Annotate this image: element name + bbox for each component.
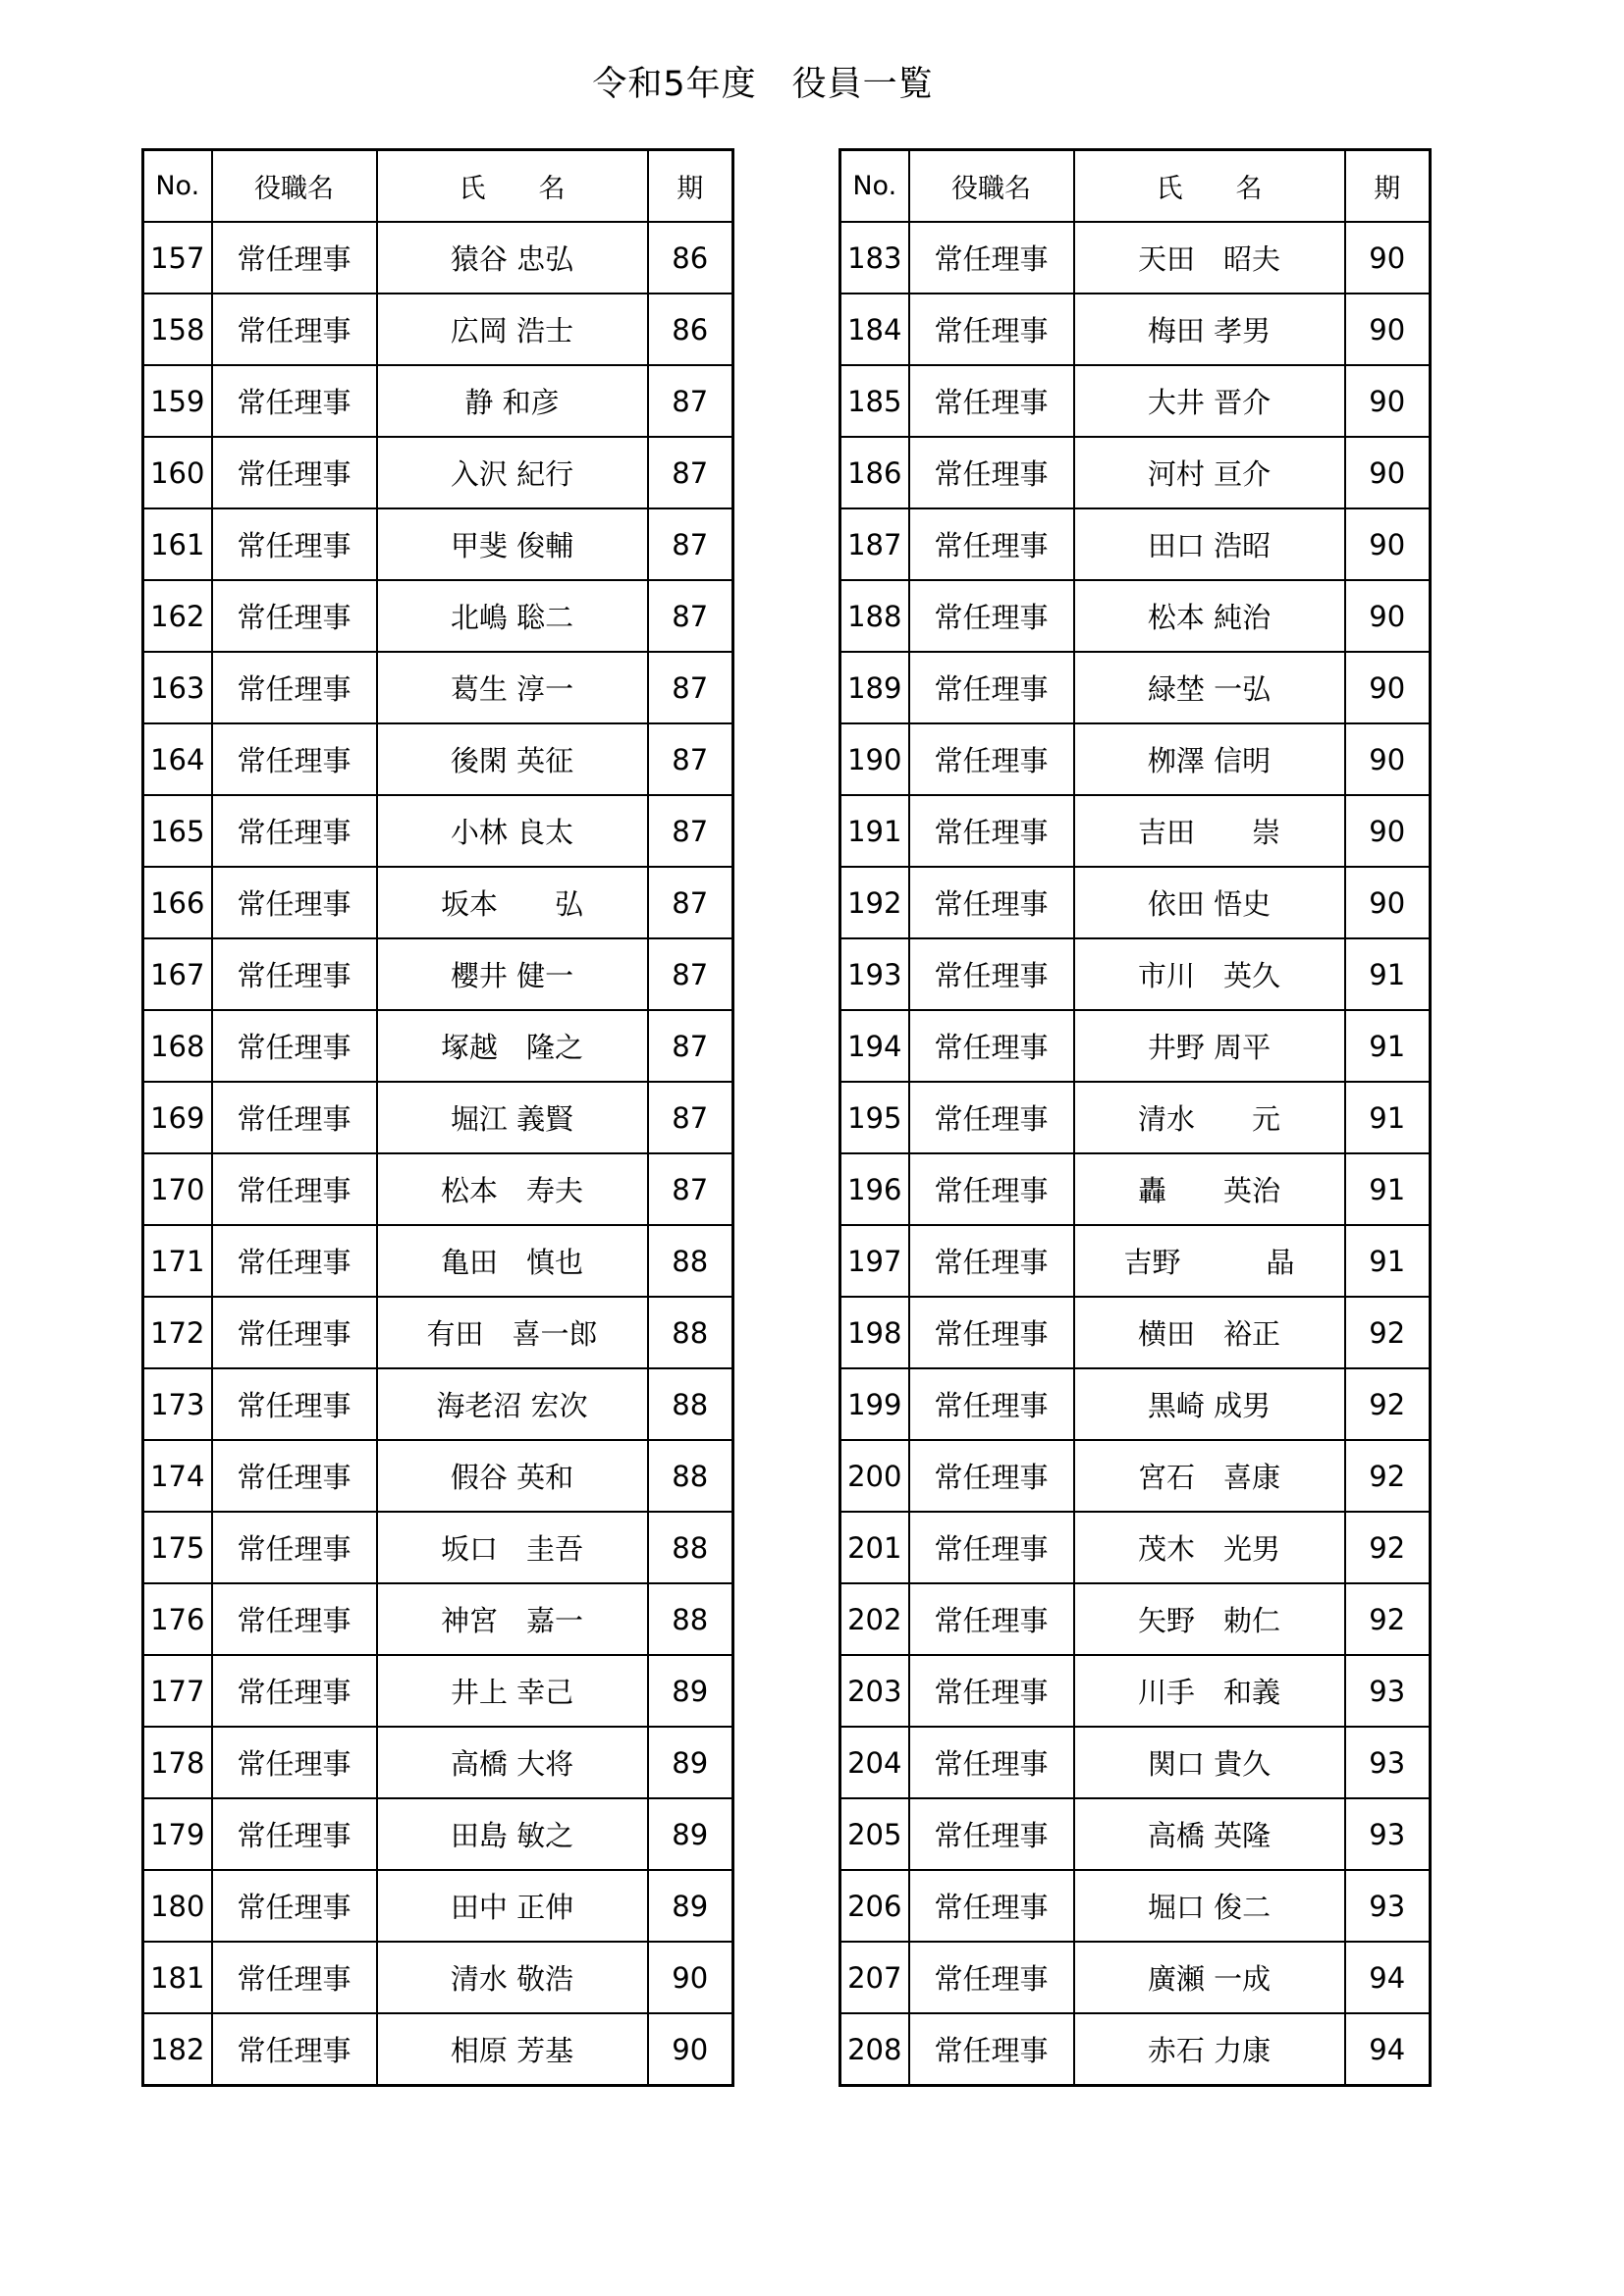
table-row: [840, 1870, 1431, 1942]
table-row: [840, 1440, 1431, 1512]
cell-role: 常任理事: [212, 1655, 377, 1727]
cell-name: 轟 英治: [1074, 1153, 1345, 1225]
table-row: [840, 1368, 1431, 1440]
cell-no: 170: [143, 1153, 212, 1225]
cell-name: 天田 昭夫: [1074, 222, 1345, 294]
cell-name: 坂本 弘: [377, 867, 648, 938]
cell-term: 89: [648, 1870, 733, 1942]
cell-role: 常任理事: [212, 1870, 377, 1942]
table-row: [840, 1010, 1431, 1082]
header-role: 役職名: [909, 150, 1074, 223]
header-no: No.: [143, 150, 212, 223]
cell-name: 小林 良太: [377, 795, 648, 867]
cell-no: 163: [143, 652, 212, 723]
cell-name: 櫻井 健一: [377, 938, 648, 1010]
cell-term: 93: [1345, 1870, 1431, 1942]
cell-name: 假谷 英和: [377, 1440, 648, 1512]
cell-no: 158: [143, 294, 212, 365]
cell-name: 堀口 俊二: [1074, 1870, 1345, 1942]
table-row: [840, 1082, 1431, 1153]
cell-term: 93: [1345, 1727, 1431, 1798]
cell-name: 吉田 崇: [1074, 795, 1345, 867]
cell-role: 常任理事: [909, 1583, 1074, 1655]
cell-name: 田島 敏之: [377, 1798, 648, 1870]
cell-term: 87: [648, 1082, 733, 1153]
officer-rows-left: [143, 222, 733, 2086]
cell-term: 89: [648, 1798, 733, 1870]
table-row: [840, 795, 1431, 867]
cell-name: 茂木 光男: [1074, 1512, 1345, 1583]
cell-name: 静 和彦: [377, 365, 648, 437]
table-row: [840, 1798, 1431, 1870]
cell-no: 194: [840, 1010, 909, 1082]
cell-no: 185: [840, 365, 909, 437]
table-row: [143, 580, 733, 652]
table-row: [840, 723, 1431, 795]
header-name: 氏 名: [1074, 150, 1345, 223]
cell-no: 162: [143, 580, 212, 652]
cell-no: 169: [143, 1082, 212, 1153]
cell-role: 常任理事: [909, 1225, 1074, 1297]
cell-no: 167: [143, 938, 212, 1010]
officer-rows-right: [840, 222, 1431, 2086]
cell-role: 常任理事: [909, 437, 1074, 508]
cell-term: 92: [1345, 1440, 1431, 1512]
cell-no: 186: [840, 437, 909, 508]
cell-term: 87: [648, 938, 733, 1010]
cell-name: 松本 純治: [1074, 580, 1345, 652]
cell-term: 94: [1345, 2013, 1431, 2086]
table-row: [143, 1655, 733, 1727]
cell-role: 常任理事: [909, 1798, 1074, 1870]
cell-name: 井上 幸己: [377, 1655, 648, 1727]
cell-name: 広岡 浩士: [377, 294, 648, 365]
cell-role: 常任理事: [909, 938, 1074, 1010]
cell-role: 常任理事: [212, 795, 377, 867]
cell-no: 179: [143, 1798, 212, 1870]
cell-role: 常任理事: [909, 1297, 1074, 1368]
cell-name: 関口 貴久: [1074, 1727, 1345, 1798]
cell-term: 88: [648, 1225, 733, 1297]
cell-no: 164: [143, 723, 212, 795]
cell-name: 河村 亘介: [1074, 437, 1345, 508]
table-row: [840, 1153, 1431, 1225]
cell-no: 161: [143, 508, 212, 580]
cell-no: 171: [143, 1225, 212, 1297]
cell-role: 常任理事: [212, 1010, 377, 1082]
cell-name: 猿谷 忠弘: [377, 222, 648, 294]
header-no: No.: [840, 150, 909, 223]
cell-no: 174: [143, 1440, 212, 1512]
cell-role: 常任理事: [909, 508, 1074, 580]
cell-term: 90: [1345, 795, 1431, 867]
cell-term: 86: [648, 222, 733, 294]
cell-name: 緑埜 一弘: [1074, 652, 1345, 723]
table-row: [840, 580, 1431, 652]
cell-role: 常任理事: [212, 1583, 377, 1655]
table-row: [143, 1082, 733, 1153]
cell-role: 常任理事: [212, 437, 377, 508]
cell-role: 常任理事: [212, 1153, 377, 1225]
cell-term: 91: [1345, 938, 1431, 1010]
table-row: [143, 222, 733, 294]
cell-term: 92: [1345, 1368, 1431, 1440]
cell-name: 有田 喜一郎: [377, 1297, 648, 1368]
cell-no: 184: [840, 294, 909, 365]
cell-role: 常任理事: [909, 2013, 1074, 2086]
cell-name: 赤石 力康: [1074, 2013, 1345, 2086]
cell-term: 90: [1345, 508, 1431, 580]
cell-name: 坂口 圭吾: [377, 1512, 648, 1583]
cell-term: 90: [1345, 222, 1431, 294]
cell-name: 亀田 慎也: [377, 1225, 648, 1297]
cell-no: 205: [840, 1798, 909, 1870]
table-row: [840, 1655, 1431, 1727]
cell-name: 高橋 英隆: [1074, 1798, 1345, 1870]
table-row: [840, 652, 1431, 723]
cell-role: 常任理事: [212, 1798, 377, 1870]
cell-role: 常任理事: [212, 2013, 377, 2086]
cell-term: 87: [648, 580, 733, 652]
cell-role: 常任理事: [909, 294, 1074, 365]
cell-role: 常任理事: [909, 1368, 1074, 1440]
cell-term: 88: [648, 1440, 733, 1512]
cell-name: 堀江 義賢: [377, 1082, 648, 1153]
cell-no: 176: [143, 1583, 212, 1655]
cell-no: 183: [840, 222, 909, 294]
cell-name: 相原 芳基: [377, 2013, 648, 2086]
table-row: [143, 1153, 733, 1225]
cell-term: 87: [648, 508, 733, 580]
cell-no: 178: [143, 1727, 212, 1798]
cell-role: 常任理事: [909, 1727, 1074, 1798]
cell-role: 常任理事: [212, 1512, 377, 1583]
table-row: [143, 795, 733, 867]
cell-role: 常任理事: [909, 365, 1074, 437]
cell-name: 宮石 喜康: [1074, 1440, 1345, 1512]
cell-term: 91: [1345, 1082, 1431, 1153]
cell-name: 吉野 晶: [1074, 1225, 1345, 1297]
cell-no: 177: [143, 1655, 212, 1727]
table-row: [840, 867, 1431, 938]
cell-role: 常任理事: [212, 365, 377, 437]
cell-no: 207: [840, 1942, 909, 2013]
cell-name: 矢野 勅仁: [1074, 1583, 1345, 1655]
cell-term: 94: [1345, 1942, 1431, 2013]
cell-role: 常任理事: [212, 222, 377, 294]
cell-term: 87: [648, 1153, 733, 1225]
table-row: [143, 1440, 733, 1512]
cell-name: 田中 正伸: [377, 1870, 648, 1942]
table-row: [840, 365, 1431, 437]
table-row: [143, 1798, 733, 1870]
cell-role: 常任理事: [909, 867, 1074, 938]
cell-name: 入沢 紀行: [377, 437, 648, 508]
cell-no: 195: [840, 1082, 909, 1153]
cell-no: 201: [840, 1512, 909, 1583]
table-header-row: [143, 150, 733, 223]
cell-term: 90: [1345, 580, 1431, 652]
cell-no: 202: [840, 1583, 909, 1655]
table-row: [840, 508, 1431, 580]
cell-term: 87: [648, 652, 733, 723]
cell-name: 清水 敬浩: [377, 1942, 648, 2013]
table-row: [143, 867, 733, 938]
table-row: [143, 294, 733, 365]
cell-term: 91: [1345, 1153, 1431, 1225]
cell-name: 栁澤 信明: [1074, 723, 1345, 795]
cell-no: 197: [840, 1225, 909, 1297]
cell-term: 90: [1345, 294, 1431, 365]
cell-role: 常任理事: [212, 1440, 377, 1512]
cell-no: 180: [143, 1870, 212, 1942]
cell-no: 173: [143, 1368, 212, 1440]
cell-term: 91: [1345, 1010, 1431, 1082]
cell-role: 常任理事: [212, 652, 377, 723]
cell-name: 葛生 淳一: [377, 652, 648, 723]
cell-role: 常任理事: [909, 795, 1074, 867]
cell-role: 常任理事: [212, 723, 377, 795]
cell-role: 常任理事: [909, 652, 1074, 723]
cell-no: 160: [143, 437, 212, 508]
officer-table-left: [141, 148, 734, 2087]
table-row: [840, 294, 1431, 365]
header-term: 期: [648, 150, 733, 223]
table-row: [840, 938, 1431, 1010]
cell-name: 甲斐 俊輔: [377, 508, 648, 580]
cell-term: 90: [1345, 652, 1431, 723]
cell-term: 91: [1345, 1225, 1431, 1297]
table-row: [840, 1583, 1431, 1655]
cell-term: 88: [648, 1297, 733, 1368]
cell-role: 常任理事: [909, 1440, 1074, 1512]
cell-no: 168: [143, 1010, 212, 1082]
cell-no: 181: [143, 1942, 212, 2013]
table-row: [143, 365, 733, 437]
cell-no: 166: [143, 867, 212, 938]
table-row: [143, 652, 733, 723]
cell-role: 常任理事: [909, 1942, 1074, 2013]
cell-role: 常任理事: [212, 508, 377, 580]
cell-role: 常任理事: [212, 938, 377, 1010]
cell-term: 90: [648, 1942, 733, 2013]
cell-name: 田口 浩昭: [1074, 508, 1345, 580]
table-row: [143, 1512, 733, 1583]
table-row: [143, 1297, 733, 1368]
cell-role: 常任理事: [212, 1082, 377, 1153]
cell-no: 172: [143, 1297, 212, 1368]
cell-no: 159: [143, 365, 212, 437]
cell-name: 後閑 英征: [377, 723, 648, 795]
cell-role: 常任理事: [909, 1512, 1074, 1583]
table-row: [143, 1870, 733, 1942]
table-row: [143, 508, 733, 580]
cell-no: 191: [840, 795, 909, 867]
cell-no: 199: [840, 1368, 909, 1440]
table-row: [840, 1727, 1431, 1798]
cell-no: 196: [840, 1153, 909, 1225]
cell-no: 188: [840, 580, 909, 652]
cell-name: 川手 和義: [1074, 1655, 1345, 1727]
cell-name: 大井 晋介: [1074, 365, 1345, 437]
cell-role: 常任理事: [909, 1010, 1074, 1082]
table-row: [143, 938, 733, 1010]
cell-role: 常任理事: [909, 1082, 1074, 1153]
cell-role: 常任理事: [212, 1942, 377, 2013]
cell-term: 90: [1345, 437, 1431, 508]
cell-term: 86: [648, 294, 733, 365]
header-term: 期: [1345, 150, 1431, 223]
cell-name: 北嶋 聡二: [377, 580, 648, 652]
cell-term: 90: [1345, 365, 1431, 437]
table-row: [143, 1225, 733, 1297]
cell-no: 206: [840, 1870, 909, 1942]
page-title: 令和5年度 役員一覧: [592, 65, 934, 104]
cell-term: 87: [648, 795, 733, 867]
table-row: [840, 1512, 1431, 1583]
cell-role: 常任理事: [212, 1727, 377, 1798]
cell-role: 常任理事: [909, 580, 1074, 652]
cell-name: 市川 英久: [1074, 938, 1345, 1010]
cell-role: 常任理事: [212, 1297, 377, 1368]
cell-term: 89: [648, 1727, 733, 1798]
cell-role: 常任理事: [212, 1225, 377, 1297]
table-row: [840, 1297, 1431, 1368]
table-row: [143, 1368, 733, 1440]
header-name: 氏 名: [377, 150, 648, 223]
cell-term: 90: [648, 2013, 733, 2086]
table-row: [840, 1225, 1431, 1297]
cell-name: 廣瀬 一成: [1074, 1942, 1345, 2013]
table-row: [143, 1727, 733, 1798]
cell-term: 92: [1345, 1297, 1431, 1368]
cell-name: 高橋 大将: [377, 1727, 648, 1798]
cell-name: 横田 裕正: [1074, 1297, 1345, 1368]
cell-no: 208: [840, 2013, 909, 2086]
cell-no: 193: [840, 938, 909, 1010]
cell-role: 常任理事: [909, 222, 1074, 294]
cell-no: 157: [143, 222, 212, 294]
cell-no: 187: [840, 508, 909, 580]
cell-term: 93: [1345, 1798, 1431, 1870]
cell-term: 92: [1345, 1583, 1431, 1655]
cell-term: 88: [648, 1583, 733, 1655]
cell-term: 89: [648, 1655, 733, 1727]
table-row: [840, 1942, 1431, 2013]
cell-no: 175: [143, 1512, 212, 1583]
cell-role: 常任理事: [909, 1153, 1074, 1225]
cell-no: 190: [840, 723, 909, 795]
table-row: [143, 437, 733, 508]
cell-role: 常任理事: [212, 294, 377, 365]
header-role: 役職名: [212, 150, 377, 223]
cell-term: 90: [1345, 723, 1431, 795]
cell-term: 87: [648, 723, 733, 795]
cell-no: 165: [143, 795, 212, 867]
cell-name: 清水 元: [1074, 1082, 1345, 1153]
cell-no: 203: [840, 1655, 909, 1727]
cell-name: 塚越 隆之: [377, 1010, 648, 1082]
cell-name: 海老沼 宏次: [377, 1368, 648, 1440]
cell-term: 87: [648, 1010, 733, 1082]
cell-name: 梅田 孝男: [1074, 294, 1345, 365]
table-row: [143, 2013, 733, 2086]
cell-role: 常任理事: [909, 1655, 1074, 1727]
cell-no: 182: [143, 2013, 212, 2086]
table-row: [143, 723, 733, 795]
table-row: [840, 2013, 1431, 2086]
cell-term: 87: [648, 867, 733, 938]
cell-no: 204: [840, 1727, 909, 1798]
cell-term: 87: [648, 365, 733, 437]
cell-name: 井野 周平: [1074, 1010, 1345, 1082]
cell-name: 神宮 嘉一: [377, 1583, 648, 1655]
cell-term: 92: [1345, 1512, 1431, 1583]
cell-term: 93: [1345, 1655, 1431, 1727]
table-row: [143, 1583, 733, 1655]
table-row: [143, 1010, 733, 1082]
cell-term: 90: [1345, 867, 1431, 938]
cell-role: 常任理事: [212, 867, 377, 938]
officer-table-right: [839, 148, 1432, 2087]
table-header-row: [840, 150, 1431, 223]
cell-role: 常任理事: [909, 1870, 1074, 1942]
cell-role: 常任理事: [212, 1368, 377, 1440]
cell-name: 黒崎 成男: [1074, 1368, 1345, 1440]
table-row: [840, 437, 1431, 508]
cell-role: 常任理事: [212, 580, 377, 652]
cell-no: 189: [840, 652, 909, 723]
cell-no: 192: [840, 867, 909, 938]
cell-no: 198: [840, 1297, 909, 1368]
cell-term: 88: [648, 1368, 733, 1440]
cell-role: 常任理事: [909, 723, 1074, 795]
cell-no: 200: [840, 1440, 909, 1512]
cell-term: 88: [648, 1512, 733, 1583]
cell-name: 松本 寿夫: [377, 1153, 648, 1225]
cell-term: 87: [648, 437, 733, 508]
table-row: [840, 222, 1431, 294]
cell-name: 依田 悟史: [1074, 867, 1345, 938]
table-row: [143, 1942, 733, 2013]
